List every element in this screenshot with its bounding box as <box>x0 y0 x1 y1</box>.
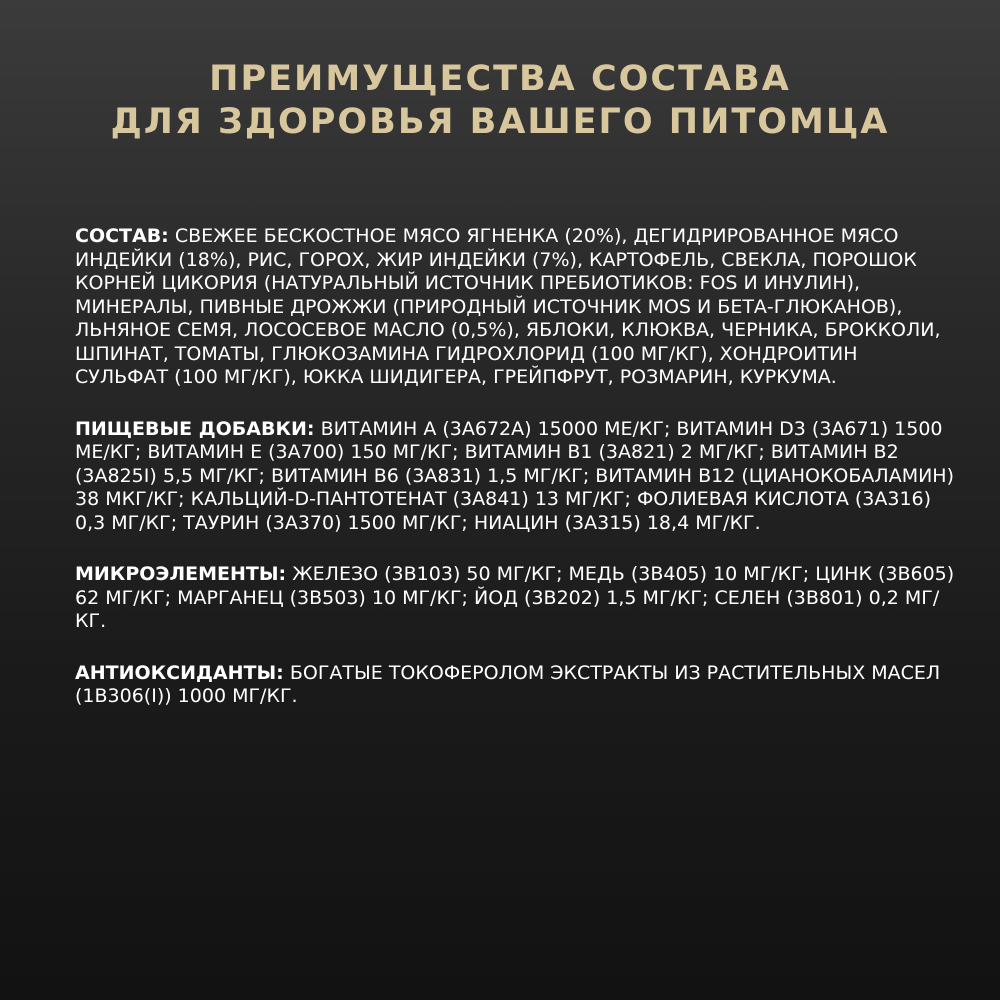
section-composition <box>75 225 955 390</box>
section-composition-label: СОСТАВ: <box>75 225 169 247</box>
section-microelements-text: ЖЕЛЕЗО (3В103) 50 МГ/КГ; МЕДЬ (3В405) 10 МГ/КГ; ЦИНК (3В605) 62 МГ/КГ; МАРГАНЕЦ (3В503) 10 МГ/КГ; ЙОД (3В202) 1,5 МГ/КГ; СЕЛЕН (3В801) 0,2 МГ/КГ. <box>75 563 955 632</box>
composition-content <box>75 225 955 737</box>
section-food-additives-text: ВИТАМИН А (3А672А) 15000 МЕ/КГ; ВИТАМИН D3 (3А671) 1500 МЕ/КГ; ВИТАМИН Е (3А700) 150 МГ/КГ; ВИТАМИН В1 (3А821) 2 МГ/КГ; ВИТАМИН В2 (3А825I) 5,5 МГ/КГ; ВИТАМИН В6 (3А831) 1,5 МГ/КГ; ВИТАМИН В12 (ЦИАНОКОБАЛАМИН) 38 МКГ/КГ; КАЛЬЦИЙ-D-ПАНТОТЕНАТ (3А841) 13 МГ/КГ; ФОЛИЕВАЯ КИСЛОТА (3А316) 0,3 МГ/КГ; ТАУРИН (3А370) 1500 МГ/КГ; НИАЦИН (3А315) 18,4 МГ/КГ. <box>75 417 955 534</box>
section-composition-text: СВЕЖЕЕ БЕСКОСТНОЕ МЯСО ЯГНЕНКА (20%), ДЕГИДРИРОВАННОЕ МЯСО ИНДЕЙКИ (18%), РИС, ГОРОХ, ЖИР ИНДЕЙКИ (7%), КАРТОФЕЛЬ, СВЕКЛА, ПОРОШОК КОРНЕЙ ЦИКОРИЯ (НАТУРАЛЬНЫЙ ИСТОЧНИК ПРЕБИОТИКОВ: FOS И ИНУЛИН), МИНЕРАЛЫ, ПИВНЫЕ ДРОЖЖИ (ПРИРОДНЫЙ ИСТОЧНИК MOS И БЕТА-ГЛЮКАНОВ), ЛЬНЯНОЕ СЕМЯ, ЛОСОСЕВОЕ МАСЛО (0,5%), ЯБЛОКИ, КЛЮКВА, ЧЕРНИКА, БРОККОЛИ, ШПИНАТ, ТОМАТЫ, ГЛЮКОЗАМИНА ГИДРОХЛОРИД (100 МГ/КГ), ХОНДРОИТИН СУЛЬФАТ (100 МГ/КГ), ЮККА ШИДИГЕРА, ГРЕЙПФРУТ, РОЗМАРИН, КУРКУМА. <box>75 225 941 388</box>
section-microelements <box>75 563 955 634</box>
section-antioxidants <box>75 662 955 709</box>
section-antioxidants-text: БОГАТЫЕ ТОКОФЕРОЛОМ ЭКСТРАКТЫ ИЗ РАСТИТЕЛЬНЫХ МАСЕЛ (1В306(I)) 1000 МГ/КГ. <box>75 661 941 707</box>
section-food-additives <box>75 418 955 536</box>
section-microelements-label: МИКРОЭЛЕМЕНТЫ: <box>75 563 287 585</box>
section-food-additives-label: ПИЩЕВЫЕ ДОБАВКИ: <box>75 417 315 440</box>
page-title-line-1: ПРЕИМУЩЕСТВА СОСТАВА <box>209 59 791 99</box>
section-antioxidants-label: АНТИОКСИДАНТЫ: <box>75 661 284 684</box>
page-title <box>0 58 1000 144</box>
page-title-line-2: ДЛЯ ЗДОРОВЬЯ ВАШЕГО ПИТОМЦА <box>110 102 890 142</box>
